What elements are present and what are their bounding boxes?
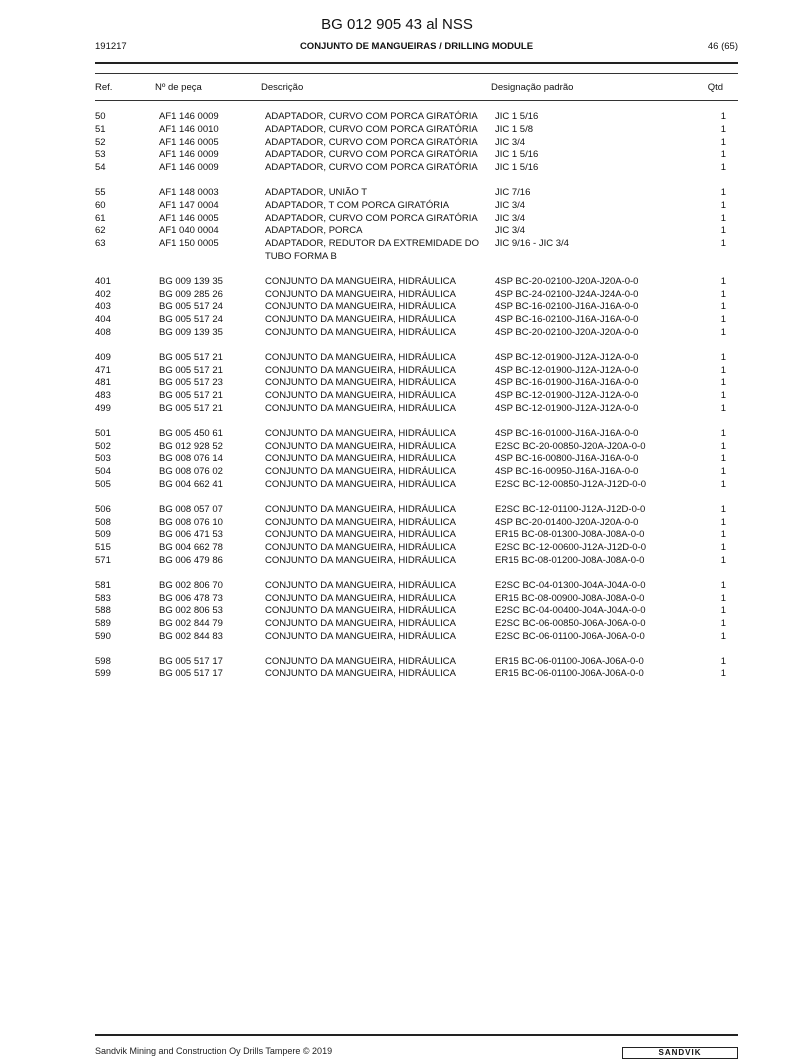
row-qty: 1 — [720, 111, 726, 122]
table-row — [95, 580, 738, 593]
row-ref: 404 — [95, 314, 111, 326]
row-qty: 1 — [720, 605, 726, 617]
row-description: CONJUNTO DA MANGUEIRA, HIDRÁULICA — [265, 592, 456, 604]
row-description: ADAPTADOR, CURVO COM PORCA GIRATÓRIA — [265, 123, 478, 135]
row-qty: 1 — [720, 478, 726, 490]
row-qty: 1 — [720, 655, 726, 667]
row-qty: 1 — [720, 199, 726, 211]
row-description: CONJUNTO DA MANGUEIRA, HIDRÁULICA — [265, 453, 456, 465]
parts-table — [95, 111, 738, 693]
row-part-number: BG 006 479 86 — [159, 554, 223, 566]
row-part-number: AF1 040 0004 — [159, 225, 219, 237]
row-ref: 589 — [95, 618, 111, 630]
row-qty: 1 — [720, 554, 726, 566]
row-part-number: BG 002 806 53 — [159, 605, 223, 617]
row-description: ADAPTADOR, UNIÃO T — [265, 186, 368, 198]
row-qty: 1 — [720, 402, 726, 414]
row-description: CONJUNTO DA MANGUEIRA, HIDRÁULICA — [265, 301, 456, 313]
row-description: CONJUNTO DA MANGUEIRA, HIDRÁULICA — [265, 275, 456, 287]
column-headers — [95, 82, 738, 96]
row-description: CONJUNTO DA MANGUEIRA, HIDRÁULICA — [265, 402, 456, 414]
row-part-number: AF1 147 0004 — [159, 199, 219, 211]
table-row — [95, 504, 738, 517]
col-description: Descrição — [261, 82, 304, 93]
row-part-number: BG 006 478 73 — [159, 592, 223, 604]
table-row — [95, 668, 738, 681]
row-part-number: BG 006 471 53 — [159, 529, 223, 541]
table-row — [95, 656, 738, 669]
row-standard: E2SC BC-06-01100-J06A-J06A-0-0 — [495, 630, 645, 642]
row-standard: ER15 BC-08-01300-J08A-J08A-0-0 — [495, 529, 645, 541]
row-qty: 1 — [720, 440, 726, 452]
row-part-number: BG 009 139 35 — [159, 326, 223, 338]
row-qty: 1 — [720, 186, 726, 198]
row-qty: 1 — [720, 529, 726, 541]
row-ref: 408 — [95, 326, 111, 338]
column-header-divider — [95, 100, 738, 101]
row-part-number: BG 008 076 02 — [159, 466, 223, 478]
row-group — [95, 187, 738, 264]
row-part-number: BG 005 517 21 — [159, 390, 223, 402]
row-qty: 1 — [720, 579, 726, 591]
row-description: CONJUNTO DA MANGUEIRA, HIDRÁULICA — [265, 630, 456, 642]
row-standard: JIC 1 5/8 — [495, 123, 534, 135]
row-part-number: AF1 146 0005 — [159, 136, 219, 148]
row-ref: 402 — [95, 288, 111, 300]
row-qty: 1 — [720, 618, 726, 630]
row-standard: ER15 BC-06-01100-J06A-J06A-0-0 — [495, 655, 644, 667]
row-qty: 1 — [720, 377, 726, 389]
page-number: 46 (65) — [707, 41, 738, 52]
row-part-number: BG 008 076 10 — [159, 516, 223, 528]
table-row — [95, 276, 738, 289]
row-ref: 499 — [95, 402, 111, 414]
table-row — [95, 124, 738, 137]
row-qty: 1 — [720, 427, 726, 439]
row-ref: 503 — [95, 453, 111, 465]
row-ref: 54 — [95, 162, 106, 174]
row-ref: 50 — [95, 111, 106, 122]
table-row — [95, 238, 738, 264]
row-ref: 509 — [95, 529, 111, 541]
row-ref: 571 — [95, 554, 111, 566]
row-ref: 60 — [95, 199, 106, 211]
row-part-number: AF1 148 0003 — [159, 186, 219, 198]
row-part-number: BG 008 057 07 — [159, 503, 223, 515]
row-qty: 1 — [720, 314, 726, 326]
row-description: ADAPTADOR, PORCA — [265, 225, 363, 237]
row-ref: 588 — [95, 605, 111, 617]
row-ref: 581 — [95, 579, 111, 591]
table-row — [95, 529, 738, 542]
table-row — [95, 517, 738, 530]
row-part-number: BG 005 517 21 — [159, 402, 223, 414]
row-qty: 1 — [720, 238, 726, 250]
table-row — [95, 289, 738, 302]
row-part-number: BG 002 844 83 — [159, 630, 223, 642]
row-ref: 506 — [95, 503, 111, 515]
header-meta — [95, 41, 738, 55]
table-row — [95, 187, 738, 200]
section-title: CONJUNTO DE MANGUEIRAS / DRILLING MODULE — [299, 41, 534, 52]
row-qty: 1 — [720, 301, 726, 313]
row-group — [95, 656, 738, 682]
brand-logo: SANDVIK — [622, 1047, 738, 1059]
row-description: CONJUNTO DA MANGUEIRA, HIDRÁULICA — [265, 440, 456, 452]
row-description: CONJUNTO DA MANGUEIRA, HIDRÁULICA — [265, 427, 456, 439]
row-standard: 4SP BC-12-01900-J12A-J12A-0-0 — [495, 364, 639, 376]
row-part-number: BG 005 517 21 — [159, 351, 223, 363]
row-part-number: BG 005 517 24 — [159, 301, 223, 313]
row-description: ADAPTADOR, T COM PORCA GIRATÓRIA — [265, 199, 450, 211]
row-standard: 4SP BC-16-02100-J16A-J16A-0-0 — [495, 314, 639, 326]
row-description: ADAPTADOR, CURVO COM PORCA GIRATÓRIA — [265, 212, 478, 224]
row-standard: 4SP BC-16-01900-J16A-J16A-0-0 — [495, 377, 639, 389]
row-description: CONJUNTO DA MANGUEIRA, HIDRÁULICA — [265, 314, 456, 326]
row-standard: 4SP BC-20-02100-J20A-J20A-0-0 — [495, 275, 639, 287]
row-group — [95, 428, 738, 492]
table-row — [95, 377, 738, 390]
row-part-number: BG 009 285 26 — [159, 288, 223, 300]
row-ref: 483 — [95, 390, 111, 402]
row-qty: 1 — [720, 503, 726, 515]
row-description: CONJUNTO DA MANGUEIRA, HIDRÁULICA — [265, 579, 456, 591]
row-ref: 52 — [95, 136, 106, 148]
row-ref: 409 — [95, 351, 111, 363]
row-description: ADAPTADOR, REDUTOR DA EXTREMIDADE DO TUBO FORMA B — [265, 238, 479, 262]
table-row — [95, 365, 738, 378]
col-ref: Ref. — [95, 82, 113, 93]
row-ref: 504 — [95, 466, 111, 478]
row-part-number: BG 005 450 61 — [159, 427, 223, 439]
row-qty: 1 — [720, 275, 726, 287]
table-row — [95, 111, 738, 124]
row-standard: ER15 BC-08-00900-J08A-J08A-0-0 — [495, 592, 645, 604]
table-row — [95, 618, 738, 631]
table-row — [95, 403, 738, 416]
header-divider-thin — [95, 73, 738, 74]
table-row — [95, 301, 738, 314]
row-standard: 4SP BC-20-01400-J20A-J20A-0-0 — [495, 516, 639, 528]
row-part-number: BG 005 517 21 — [159, 364, 223, 376]
row-ref: 61 — [95, 212, 106, 224]
row-description: CONJUNTO DA MANGUEIRA, HIDRÁULICA — [265, 554, 456, 566]
row-qty: 1 — [720, 390, 726, 402]
footer-copyright: Sandvik Mining and Construction Oy Drills Tampere © 2019 — [95, 1046, 333, 1056]
row-qty: 1 — [720, 516, 726, 528]
row-standard: E2SC BC-12-00600-J12A-J12D-0-0 — [495, 542, 647, 554]
row-ref: 515 — [95, 542, 111, 554]
row-part-number: BG 004 662 41 — [159, 478, 223, 490]
row-standard: 4SP BC-16-02100-J16A-J16A-0-0 — [495, 301, 639, 313]
row-group — [95, 111, 738, 175]
row-description: CONJUNTO DA MANGUEIRA, HIDRÁULICA — [265, 466, 456, 478]
row-qty: 1 — [720, 630, 726, 642]
table-row — [95, 441, 738, 454]
row-description: CONJUNTO DA MANGUEIRA, HIDRÁULICA — [265, 655, 456, 667]
row-standard: E2SC BC-04-01300-J04A-J04A-0-0 — [495, 579, 646, 591]
row-qty: 1 — [720, 542, 726, 554]
table-row — [95, 428, 738, 441]
row-part-number: AF1 150 0005 — [159, 238, 219, 250]
row-qty: 1 — [720, 326, 726, 338]
row-ref: 63 — [95, 238, 106, 250]
row-part-number: AF1 146 0009 — [159, 149, 219, 161]
row-group — [95, 352, 738, 416]
row-description: ADAPTADOR, CURVO COM PORCA GIRATÓRIA — [265, 111, 478, 122]
row-description: CONJUNTO DA MANGUEIRA, HIDRÁULICA — [265, 542, 456, 554]
row-ref: 55 — [95, 186, 106, 198]
row-standard: 4SP BC-16-01000-J16A-J16A-0-0 — [495, 427, 639, 439]
row-qty: 1 — [720, 288, 726, 300]
table-row — [95, 225, 738, 238]
row-part-number: BG 005 517 17 — [159, 655, 223, 667]
row-part-number: BG 005 517 24 — [159, 314, 223, 326]
row-description: CONJUNTO DA MANGUEIRA, HIDRÁULICA — [265, 364, 456, 376]
row-standard: 4SP BC-24-02100-J24A-J24A-0-0 — [495, 288, 639, 300]
row-part-number: AF1 146 0009 — [159, 111, 219, 122]
row-standard: E2SC BC-06-00850-J06A-J06A-0-0 — [495, 618, 646, 630]
row-standard: E2SC BC-12-01100-J12A-J12D-0-0 — [495, 503, 646, 515]
row-description: ADAPTADOR, CURVO COM PORCA GIRATÓRIA — [265, 149, 478, 161]
row-qty: 1 — [720, 123, 726, 135]
row-part-number: BG 009 139 35 — [159, 275, 223, 287]
header-divider — [95, 62, 738, 64]
row-ref: 583 — [95, 592, 111, 604]
row-description: CONJUNTO DA MANGUEIRA, HIDRÁULICA — [265, 377, 456, 389]
table-row — [95, 453, 738, 466]
row-description: CONJUNTO DA MANGUEIRA, HIDRÁULICA — [265, 288, 456, 300]
row-description: CONJUNTO DA MANGUEIRA, HIDRÁULICA — [265, 516, 456, 528]
row-description: CONJUNTO DA MANGUEIRA, HIDRÁULICA — [265, 326, 456, 338]
col-part-number: Nº de peça — [155, 82, 202, 93]
row-standard: JIC 1 5/16 — [495, 162, 539, 174]
row-description: CONJUNTO DA MANGUEIRA, HIDRÁULICA — [265, 478, 456, 490]
row-standard: JIC 3/4 — [495, 136, 526, 148]
row-standard: 4SP BC-16-00950-J16A-J16A-0-0 — [495, 466, 639, 478]
table-row — [95, 314, 738, 327]
row-part-number: BG 005 517 23 — [159, 377, 223, 389]
col-standard: Designação padrão — [491, 82, 574, 93]
col-qty: Qtd — [707, 82, 723, 93]
row-ref: 62 — [95, 225, 106, 237]
table-row — [95, 555, 738, 568]
table-row — [95, 390, 738, 403]
table-row — [95, 593, 738, 606]
row-standard: JIC 7/16 — [495, 186, 531, 198]
row-standard: JIC 3/4 — [495, 212, 526, 224]
doc-code: 191217 — [95, 41, 127, 52]
row-standard: JIC 3/4 — [495, 199, 526, 211]
table-row — [95, 200, 738, 213]
row-part-number: BG 008 076 14 — [159, 453, 223, 465]
row-qty: 1 — [720, 466, 726, 478]
row-ref: 501 — [95, 427, 111, 439]
row-standard: JIC 9/16 - JIC 3/4 — [495, 238, 569, 250]
row-standard: ER15 BC-08-01200-J08A-J08A-0-0 — [495, 554, 645, 566]
table-row — [95, 605, 738, 618]
row-description: CONJUNTO DA MANGUEIRA, HIDRÁULICA — [265, 503, 456, 515]
row-group — [95, 276, 738, 340]
table-row — [95, 352, 738, 365]
row-part-number: AF1 146 0010 — [159, 123, 219, 135]
row-description: ADAPTADOR, CURVO COM PORCA GIRATÓRIA — [265, 136, 478, 148]
row-description: ADAPTADOR, CURVO COM PORCA GIRATÓRIA — [265, 162, 478, 174]
row-ref: 590 — [95, 630, 111, 642]
row-ref: 471 — [95, 364, 111, 376]
table-row — [95, 479, 738, 492]
row-ref: 502 — [95, 440, 111, 452]
row-qty: 1 — [720, 162, 726, 174]
table-row — [95, 149, 738, 162]
row-qty: 1 — [720, 364, 726, 376]
footer-divider — [95, 1034, 738, 1036]
table-row — [95, 466, 738, 479]
row-ref: 403 — [95, 301, 111, 313]
row-part-number: BG 012 928 52 — [159, 440, 223, 452]
row-ref: 598 — [95, 655, 111, 667]
row-ref: 481 — [95, 377, 111, 389]
row-qty: 1 — [720, 668, 726, 680]
row-ref: 53 — [95, 149, 106, 161]
row-qty: 1 — [720, 136, 726, 148]
row-qty: 1 — [720, 453, 726, 465]
document-title: BG 012 905 43 al NSS — [321, 16, 473, 33]
row-qty: 1 — [720, 149, 726, 161]
row-group — [95, 580, 738, 644]
row-description: CONJUNTO DA MANGUEIRA, HIDRÁULICA — [265, 605, 456, 617]
row-standard: JIC 1 5/16 — [495, 149, 539, 161]
table-row — [95, 137, 738, 150]
table-row — [95, 162, 738, 175]
row-description: CONJUNTO DA MANGUEIRA, HIDRÁULICA — [265, 351, 456, 363]
row-standard: 4SP BC-20-02100-J20A-J20A-0-0 — [495, 326, 639, 338]
row-qty: 1 — [720, 225, 726, 237]
row-standard: ER15 BC-06-01100-J06A-J06A-0-0 — [495, 668, 644, 680]
row-part-number: AF1 146 0009 — [159, 162, 219, 174]
row-part-number: BG 002 844 79 — [159, 618, 223, 630]
row-ref: 599 — [95, 668, 111, 680]
row-standard: 4SP BC-12-01900-J12A-J12A-0-0 — [495, 351, 639, 363]
row-description: CONJUNTO DA MANGUEIRA, HIDRÁULICA — [265, 529, 456, 541]
table-row — [95, 631, 738, 644]
row-standard: 4SP BC-12-01900-J12A-J12A-0-0 — [495, 390, 639, 402]
row-standard: JIC 3/4 — [495, 225, 526, 237]
table-row — [95, 327, 738, 340]
row-standard: 4SP BC-16-00800-J16A-J16A-0-0 — [495, 453, 639, 465]
row-group — [95, 504, 738, 568]
row-ref: 505 — [95, 478, 111, 490]
row-standard: JIC 1 5/16 — [495, 111, 539, 122]
row-qty: 1 — [720, 592, 726, 604]
row-part-number: BG 002 806 70 — [159, 579, 223, 591]
row-part-number: AF1 146 0005 — [159, 212, 219, 224]
row-part-number: BG 005 517 17 — [159, 668, 223, 680]
table-row — [95, 542, 738, 555]
row-standard: 4SP BC-12-01900-J12A-J12A-0-0 — [495, 402, 639, 414]
row-description: CONJUNTO DA MANGUEIRA, HIDRÁULICA — [265, 390, 456, 402]
row-standard: E2SC BC-20-00850-J20A-J20A-0-0 — [495, 440, 646, 452]
row-standard: E2SC BC-04-00400-J04A-J04A-0-0 — [495, 605, 646, 617]
row-description: CONJUNTO DA MANGUEIRA, HIDRÁULICA — [265, 618, 456, 630]
row-standard: E2SC BC-12-00850-J12A-J12D-0-0 — [495, 478, 647, 490]
row-ref: 508 — [95, 516, 111, 528]
row-qty: 1 — [720, 351, 726, 363]
row-description: CONJUNTO DA MANGUEIRA, HIDRÁULICA — [265, 668, 456, 680]
table-row — [95, 213, 738, 226]
row-part-number: BG 004 662 78 — [159, 542, 223, 554]
row-ref: 401 — [95, 275, 111, 287]
row-ref: 51 — [95, 123, 106, 135]
row-qty: 1 — [720, 212, 726, 224]
